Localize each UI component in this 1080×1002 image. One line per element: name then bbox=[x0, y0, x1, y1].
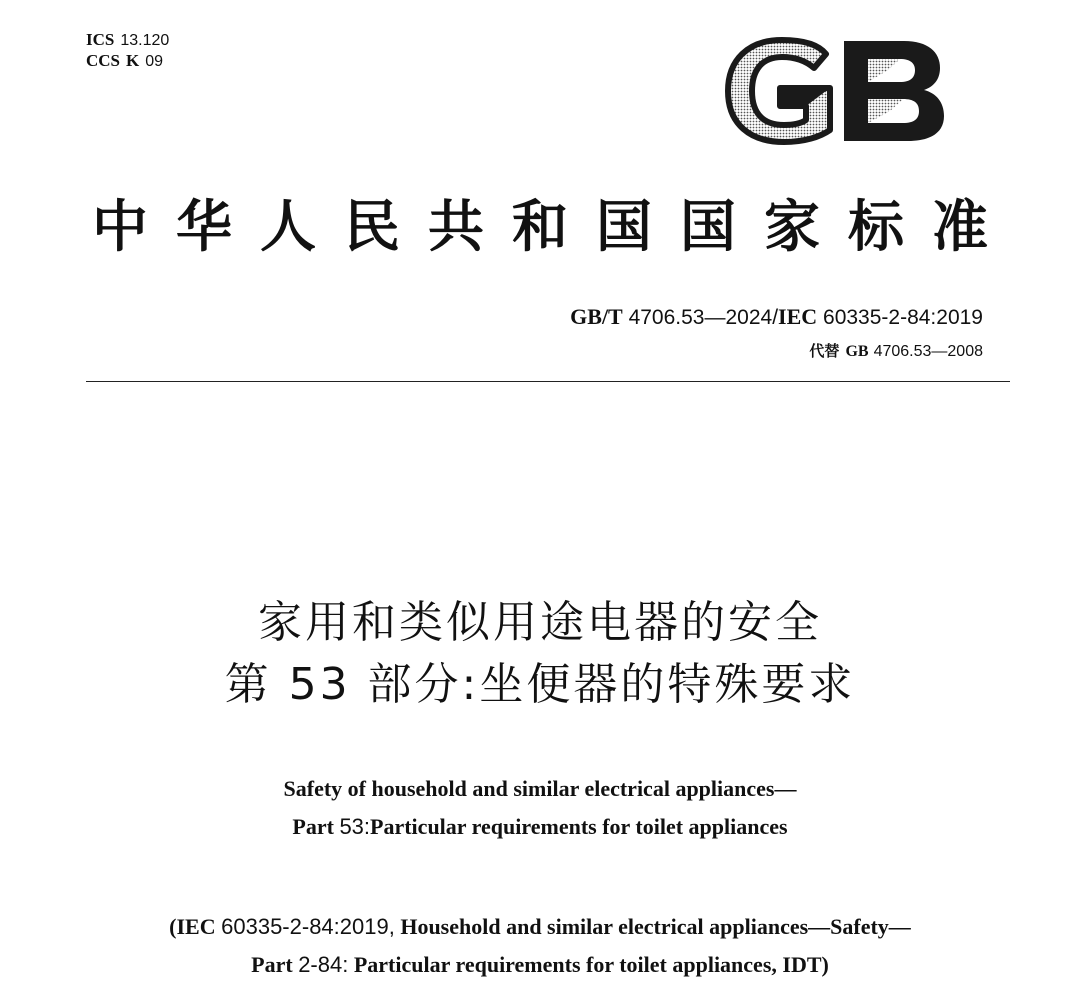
iec-part-prefix: Part bbox=[251, 952, 293, 977]
ics-line bbox=[86, 30, 169, 51]
ics-code: 13.120 bbox=[120, 32, 170, 49]
standard-prefix: GB/T bbox=[570, 304, 623, 329]
replaces-label: 代替 bbox=[809, 342, 840, 360]
iec-title-line-1 bbox=[0, 908, 1080, 946]
replaces-line bbox=[809, 340, 983, 363]
iec-open-paren: ( bbox=[169, 914, 177, 939]
logo-letter-b bbox=[844, 41, 944, 141]
national-standard-title: 中华人民共和国国家标准 bbox=[92, 194, 1016, 260]
ccs-code: 09 bbox=[145, 53, 164, 70]
iec-prefix: IEC bbox=[778, 304, 818, 329]
standard-code: 4706.53—2024/ bbox=[628, 306, 779, 329]
iec-title-line-1-rest: Household and similar electrical appliances—Safety— bbox=[400, 914, 911, 939]
ccs-line bbox=[86, 51, 169, 72]
replaces-number: 4706.53—2008 bbox=[873, 343, 983, 360]
header-divider bbox=[86, 381, 1010, 382]
chinese-title-line-2: 第 53 部分:坐便器的特殊要求 bbox=[224, 659, 856, 710]
english-title-line-1: Safety of household and similar electrical appliances— bbox=[283, 776, 797, 801]
ccs-label: CCS bbox=[86, 51, 121, 70]
replaces-prefix: GB bbox=[845, 343, 869, 360]
ccs-letter: K bbox=[126, 51, 140, 70]
iec-title-number: 60335-2-84:2019, bbox=[221, 914, 395, 939]
iec-code: 60335-2-84:2019 bbox=[823, 306, 983, 329]
logo-b-shade bbox=[868, 59, 900, 82]
classification-codes bbox=[86, 30, 169, 72]
iec-part-number: 2-84: bbox=[298, 952, 349, 977]
english-title-line-2 bbox=[0, 808, 1080, 846]
ics-label: ICS bbox=[86, 30, 115, 49]
iec-title-line-2 bbox=[0, 946, 1080, 984]
english-part-prefix: Part bbox=[292, 814, 334, 839]
english-title bbox=[0, 770, 1080, 846]
chinese-title bbox=[0, 592, 1080, 716]
english-part-number: 53: bbox=[339, 814, 371, 839]
iec-close-paren: ) bbox=[821, 952, 829, 977]
gb-logo bbox=[722, 36, 948, 146]
iec-title-prefix: IEC bbox=[176, 914, 216, 939]
iec-equivalent-title bbox=[0, 908, 1080, 984]
english-part-rest: Particular requirements for toilet appliances bbox=[370, 814, 788, 839]
logo-b-shade-2 bbox=[868, 99, 903, 123]
iec-title-line-2-rest: Particular requirements for toilet appliances, bbox=[353, 952, 777, 977]
iec-idt-label: IDT bbox=[782, 952, 822, 977]
standard-number bbox=[570, 303, 983, 332]
chinese-title-line-1: 家用和类似用途电器的安全 bbox=[258, 597, 822, 648]
